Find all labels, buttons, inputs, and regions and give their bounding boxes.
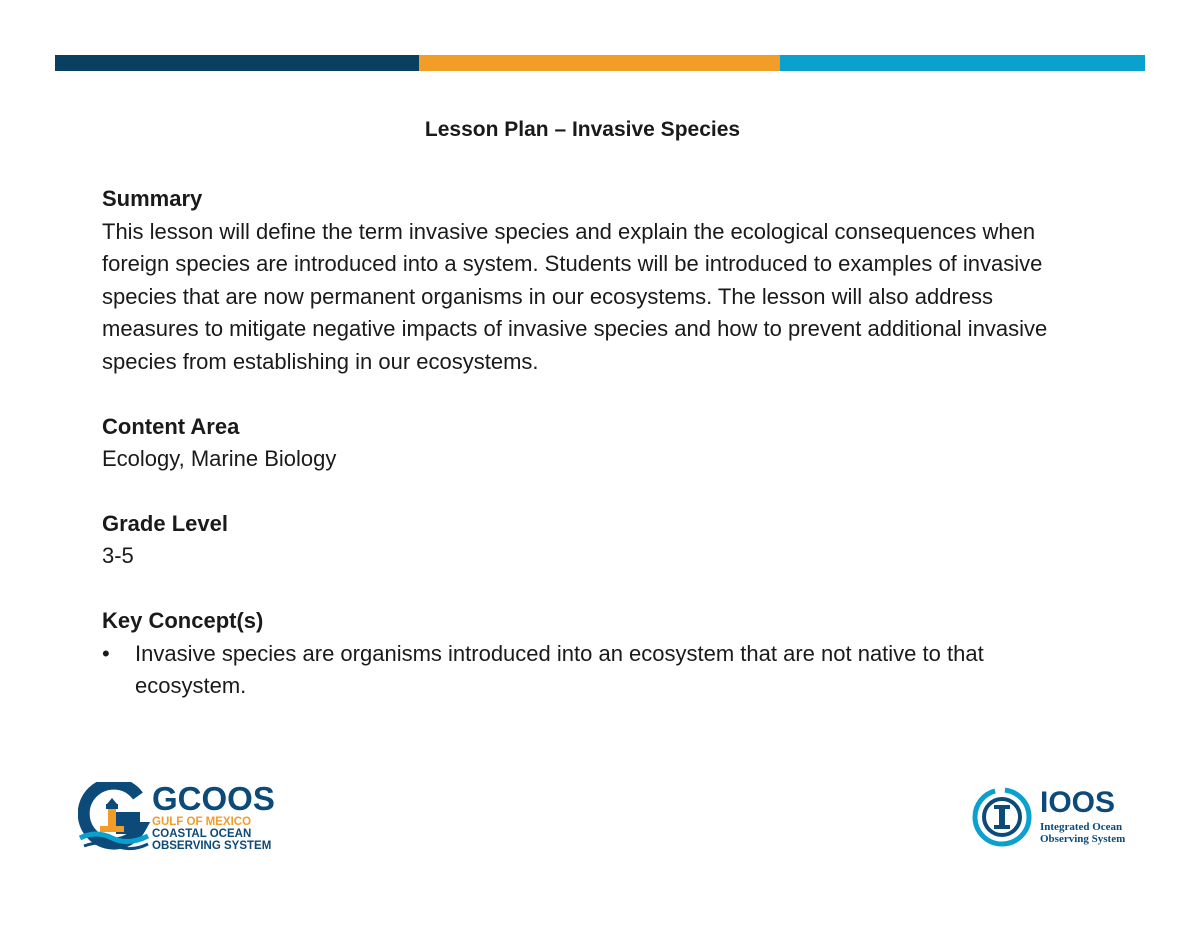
summary-text: This lesson will define the term invasive species and explain the ecological consequences when foreign species are introduced into a system. Students will be introduced to examples of invasive species that are now permanent organisms in our ecosystems. The lesson will also address measures to mitigate negative impacts of invasive species and how to prevent additional invasive species from establishing in our ecosystems. [102, 218, 1048, 374]
key-concept-text: Invasive species are organisms introduced into an ecosystem that are not native to that ecosystem. [135, 640, 984, 699]
ioos-logo [970, 785, 1130, 851]
key-concepts-list [102, 638, 1092, 703]
bullet-icon: • [102, 640, 110, 666]
gcoos-line2: COASTAL OCEAN [152, 828, 252, 840]
gcoos-logo [78, 782, 278, 852]
summary-section [102, 183, 1092, 379]
grade-level-section [102, 508, 1092, 573]
grade-level-heading: Grade Level [102, 510, 228, 536]
page-title: Lesson Plan – Invasive Species [424, 118, 741, 141]
color-bar-orange-segment [419, 55, 780, 71]
color-bar-navy-segment [55, 55, 419, 71]
key-concepts-heading: Key Concept(s) [102, 607, 264, 633]
content-area-text: Ecology, Marine Biology [102, 446, 337, 472]
ioos-circle-logo-icon [970, 785, 1034, 849]
color-bar-cyan-segment [780, 55, 1145, 71]
ioos-line2: Observing System [1040, 833, 1126, 845]
header-color-bar [55, 55, 1145, 71]
gcoos-line3: OBSERVING SYSTEM [152, 840, 272, 852]
gcoos-name: GCOOS [152, 780, 275, 817]
lesson-content [102, 183, 1092, 735]
ioos-line1: Integrated Ocean [1040, 821, 1123, 833]
gcoos-line1: GULF OF MEXICO [152, 816, 252, 828]
key-concepts-section [102, 605, 1092, 703]
ioos-name: IOOS [1040, 786, 1116, 819]
grade-level-text: 3-5 [102, 543, 134, 569]
content-area-heading: Content Area [102, 413, 240, 439]
list-item [102, 638, 1092, 703]
summary-heading: Summary [102, 186, 203, 211]
gcoos-lighthouse-logo-icon [78, 782, 150, 852]
content-area-section [102, 411, 1092, 476]
